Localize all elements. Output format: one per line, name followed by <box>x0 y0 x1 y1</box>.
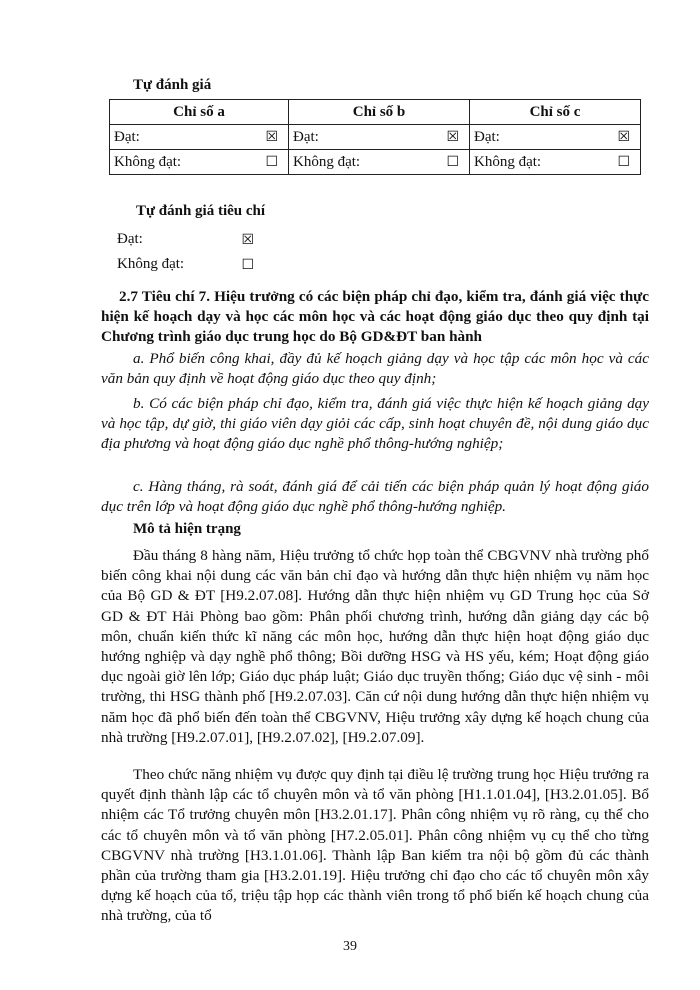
assessment-table <box>109 99 641 175</box>
checked-box-icon[interactable]: ☒ <box>241 231 254 248</box>
fail-label: Không đạt: <box>117 256 185 272</box>
table-row-pass <box>110 125 641 150</box>
table-row-fail <box>110 150 641 175</box>
paragraph-1: Đầu tháng 8 hàng năm, Hiệu trưởng tổ chức họp toàn thể CBGVNV nhà trường phổ biến công khai nội dung các văn bản chỉ đạo và hướng dẫn thực hiện nhiệm vụ năm học của Bộ GD & ĐT [H9.2.07.08]. Hướng dẫn thực hiện nhiệm vụ GD Trung học của Sở GD & ĐT Hải Phòng bao gồm: Phân phối chương trình, hướng dẫn giảng dạy các bộ môn, chuẩn kiến thức kĩ năng các môn học, hướng dẫn thực hiện hoạt động giáo dục hướng nghiệp và dạy nghề phổ thông; Bồi dưỡng HSG và HS yếu, kém; Hoạt động giáo dục ngoài giờ lên lớp; Giáo dục pháp luật; Giáo dục truyền thống; Giáo dục vệ sinh - môi trường, thi HSG thành phố [H9.2.07.03]. Căn cứ nội dung hướng dẫn thực hiện nhiệm vụ năm học đã phổ biến đến toàn thể CBGVNV, Hiệu trưởng xây dựng kế hoạch chung của nhà trường [H9.2.07.01], [H9.2.07.02], [H9.2.07.09]. <box>101 547 649 746</box>
status-heading: Mô tả hiện trạng <box>133 521 241 537</box>
cell-b-pass <box>289 125 470 150</box>
checked-box-icon[interactable]: ☒ <box>446 129 459 145</box>
pass-label: Đạt: <box>293 128 319 145</box>
fail-label: Không đạt: <box>293 153 361 170</box>
empty-box-icon[interactable]: ☐ <box>446 154 459 170</box>
checked-box-icon[interactable]: ☒ <box>265 129 278 145</box>
criterion-fail-row <box>117 252 260 277</box>
table-header-row <box>110 100 641 125</box>
criterion-assessment-title: Tự đánh giá tiêu chí <box>136 203 266 219</box>
checked-box-icon[interactable]: ☒ <box>617 129 630 145</box>
cell-b-fail <box>289 150 470 175</box>
fail-label: Không đạt: <box>474 153 542 170</box>
fail-label: Không đạt: <box>114 153 182 170</box>
header-indicator-b: Chỉ số b <box>289 100 470 125</box>
cell-c-fail <box>470 150 641 175</box>
cell-a-pass <box>110 125 289 150</box>
empty-box-icon[interactable]: ☐ <box>265 154 278 170</box>
header-indicator-c: Chỉ số c <box>470 100 641 125</box>
indicator-a: a. Phổ biến công khai, đầy đủ kế hoạch giảng dạy và học tập các môn học và các văn bản quy định về hoạt động giáo dục theo quy định; <box>101 350 649 388</box>
criterion-assessment-block <box>117 227 260 277</box>
pass-label: Đạt: <box>474 128 500 145</box>
header-indicator-a: Chỉ số a <box>110 100 289 125</box>
criterion-heading: 2.7 Tiêu chí 7. Hiệu trưởng có các biện pháp chỉ đạo, kiểm tra, đánh giá việc thực hiện kế hoạch dạy và học các môn học và các hoạt động giáo dục theo quy định tại Chương trình giáo dục trung học do Bộ GD&ĐT ban hành <box>101 288 649 346</box>
empty-box-icon[interactable]: ☐ <box>617 154 630 170</box>
pass-label: Đạt: <box>114 128 140 145</box>
cell-a-fail <box>110 150 289 175</box>
paragraph-2: Theo chức năng nhiệm vụ được quy định tại điều lệ trường trung học Hiệu trưởng ra quyết định thành lập các tổ chuyên môn và tổ văn phòng [H1.1.01.04], [H3.2.01.05]. Bổ nhiệm các Tổ trưởng chuyên môn [H3.2.01.17]. Phân công nhiệm vụ rõ ràng, cụ thể cho các tổ chuyên môn và tổ văn phòng [H7.2.05.01]. Phân công nhiệm vụ cụ thể cho từng CBGVNV nhà trường [H3.1.01.06]. Thành lập Ban kiểm tra nội bộ gồm đủ các thành phần của trường tham gia [H3.2.01.19]. Hiệu trưởng chỉ đạo cho các tổ chuyên môn xây dựng kế hoạch của tổ, triệu tập họp các thành viên trong tổ phổ biến kế hoạch chung của nhà trường, của tổ <box>101 766 649 925</box>
indicator-c: c. Hàng tháng, rà soát, đánh giá để cải tiến các biện pháp quản lý hoạt động giáo dục trên lớp và hoạt động giáo dục nghề phổ thông-hướng nghiệp. <box>101 478 649 516</box>
pass-label: Đạt: <box>117 231 143 247</box>
empty-box-icon[interactable]: ☐ <box>241 256 254 273</box>
cell-c-pass <box>470 125 641 150</box>
criterion-pass-row <box>117 227 260 252</box>
indicator-b: b. Có các biện pháp chỉ đạo, kiểm tra, đánh giá việc thực hiện kế hoạch giảng dạy và học tập, dự giờ, thi giáo viên dạy giỏi các cấp, sinh hoạt chuyên đề, nội dung giáo dục địa phương và hoạt động giáo dục nghề phổ thông-hướng nghiệp; <box>101 395 649 453</box>
page-number: 39 <box>343 939 357 954</box>
self-assessment-title: Tự đánh giá <box>133 77 212 93</box>
